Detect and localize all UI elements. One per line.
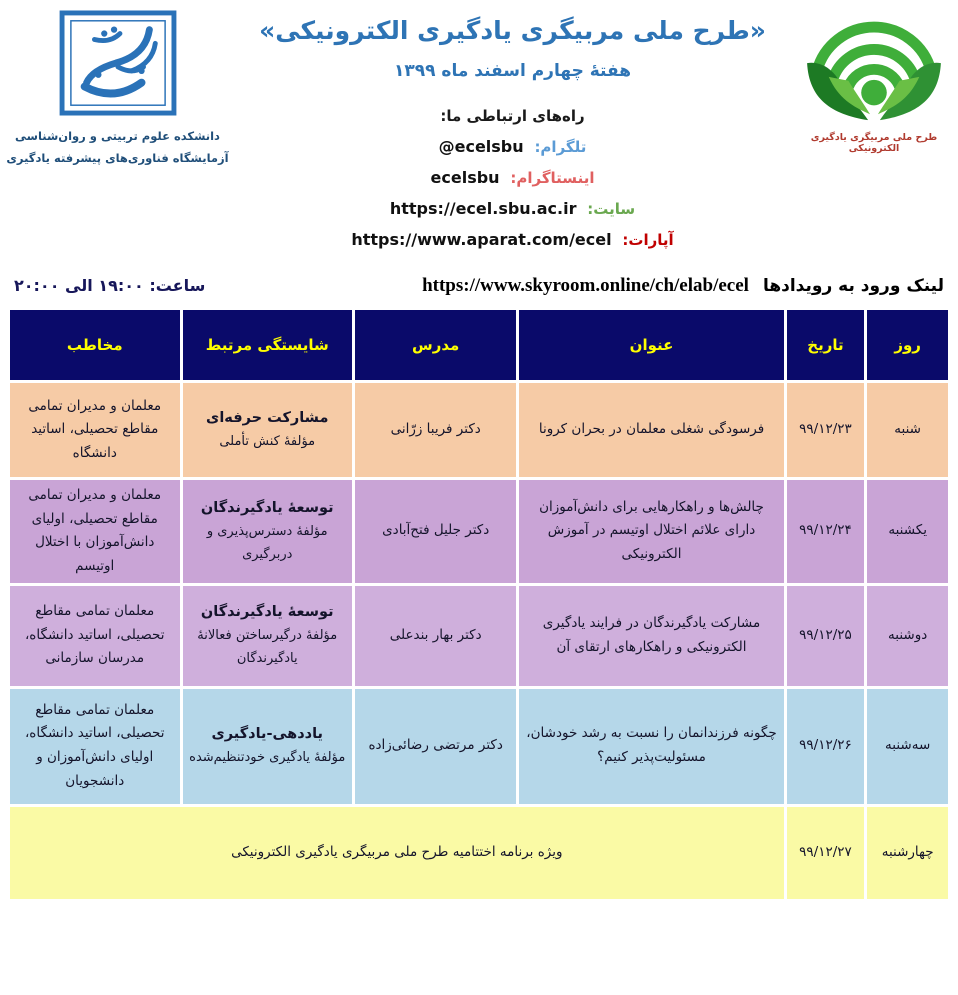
contact-aparat [235,230,790,249]
competency-main: مشارکت حرفه‌ای [206,409,329,426]
contact-instagram [235,168,790,187]
cell-day: شنبه [867,383,948,477]
ecel-logo-block [790,6,958,154]
top-header [0,0,958,249]
cell-instructor: دکتر فریبا زرّانی [355,383,516,477]
event-link-bar [14,275,944,297]
instagram-handle[interactable]: ecelsbu [430,168,500,187]
skyroom-url[interactable]: https://www.skyroom.online/ch/elab/ecel [422,275,749,296]
cell-competency [183,480,352,583]
contact-telegram [235,137,790,156]
table-row-tuesday [10,689,948,804]
header-competency: شایستگی مرتبط [183,310,352,380]
ecel-logo-caption: طرح ملی مربیگری یادگیری الکترونیکی [810,132,938,154]
competency-main: یاددهی-یادگیری [211,725,323,742]
cell-day: چهارشنبه [867,807,948,899]
cell-competency [183,383,352,477]
header-audience: مخاطب [10,310,180,380]
cell-date: ۹۹/۱۲/۲۶ [787,689,865,804]
website-url[interactable]: https://ecel.sbu.ac.ir [389,199,577,218]
cell-instructor: دکتر مرتضی رضائی‌زاده [355,689,516,804]
cell-audience: معلمان تمامی مقاطع تحصیلی، اساتید دانشگاه، اولیای دانش‌آموزان و دانشجویان [10,689,180,804]
competency-detail: مؤلفهٔ یادگیری خودتنظیم‌شده [189,750,346,766]
header-title: عنوان [519,310,783,380]
page-subtitle: هفتهٔ چهارم اسفند ماه ۱۳۹۹ [393,61,632,81]
faculty-caption-line2: آزمایشگاه فناوری‌های پیشرفته یادگیری [6,150,229,165]
cell-instructor: دکتر بهار بندعلی [355,586,516,686]
contact-website [235,199,790,218]
competency-detail: مؤلفهٔ دسترس‌پذیری و دربرگیری [206,524,328,562]
header-center [235,6,790,249]
cell-date: ۹۹/۱۲/۲۴ [787,480,865,583]
cell-competency [183,586,352,686]
cell-day: یکشنبه [867,480,948,583]
ecel-green-wifi-hands-logo-icon [795,8,953,130]
event-time: ساعت: ۱۹:۰۰ الی ۲۰:۰۰ [14,276,206,295]
table-row-monday [10,586,948,686]
cell-audience: معلمان و مدیران تمامی مقاطع تحصیلی، اساتید دانشگاه [10,383,180,477]
instagram-label: اینستاگرام: [510,169,595,187]
university-logo-block [0,6,235,170]
event-link-label: لینک ورود به رویدادها [762,276,944,296]
telegram-handle[interactable]: @ecelsbu [438,137,524,156]
cell-title: چگونه فرزندانمان را نسبت به رشد خودشان، مسئولیت‌پذیر کنیم؟ [519,689,783,804]
header-date: تاریخ [787,310,865,380]
competency-detail: مؤلفهٔ کنش تأملی [219,434,316,450]
cell-title: فرسودگی شغلی معلمان در بحران کرونا [519,383,783,477]
cell-day: دوشنبه [867,586,948,686]
cell-audience: معلمان تمامی مقاطع تحصیلی، اساتید دانشگاه، مدرسان سازمانی [10,586,180,686]
cell-audience: معلمان و مدیران تمامی مقاطع تحصیلی، اولیای دانش‌آموزان با اختلال اوتیسم [10,480,180,583]
cell-competency [183,689,352,804]
competency-detail: مؤلفهٔ درگیرساختن فعالانهٔ یادگیرندگان [197,628,338,667]
closing-ceremony-note: ویژه برنامه اختتامیه طرح ملی مربیگری یادگیری الکترونیکی [10,807,784,899]
table-row-wednesday [10,807,948,899]
schedule-table [7,307,951,902]
competency-main: توسعهٔ یادگیرندگان [200,499,334,516]
cell-title: مشارکت یادگیرندگان در فرایند یادگیری الکترونیکی و راهکارهای ارتقای آن [519,586,783,686]
table-row-saturday [10,383,948,477]
page-title: «طرح ملی مربیگری یادگیری الکترونیکی» [259,16,766,45]
header-instructor: مدرس [355,310,516,380]
faculty-caption-line1: دانشکده علوم تربیتی و روان‌شناسی [15,129,220,143]
header-day: روز [867,310,948,380]
faculty-caption [0,126,235,170]
cell-instructor: دکتر جلیل فتح‌آبادی [355,480,516,583]
cell-title: چالش‌ها و راهکارهایی برای دانش‌آموزان دارای علائم اختلال اوتیسم در آموزش الکترونیکی [519,480,783,583]
contact-heading: راه‌های ارتباطی ما: [440,107,585,125]
table-row-sunday [10,480,948,583]
cell-date: ۹۹/۱۲/۲۵ [787,586,865,686]
aparat-label: آپارات: [622,231,674,249]
website-label: سایت: [587,200,636,218]
event-link-group [422,275,944,297]
cell-date: ۹۹/۱۲/۲۷ [787,807,865,899]
aparat-url[interactable]: https://www.aparat.com/ecel [351,230,612,249]
cell-day: سه‌شنبه [867,689,948,804]
competency-main: توسعهٔ یادگیرندگان [200,604,334,621]
table-header-row [10,310,948,380]
sbu-university-logo-icon [59,10,177,116]
cell-date: ۹۹/۱۲/۲۳ [787,383,865,477]
telegram-label: تلگرام: [534,138,587,156]
